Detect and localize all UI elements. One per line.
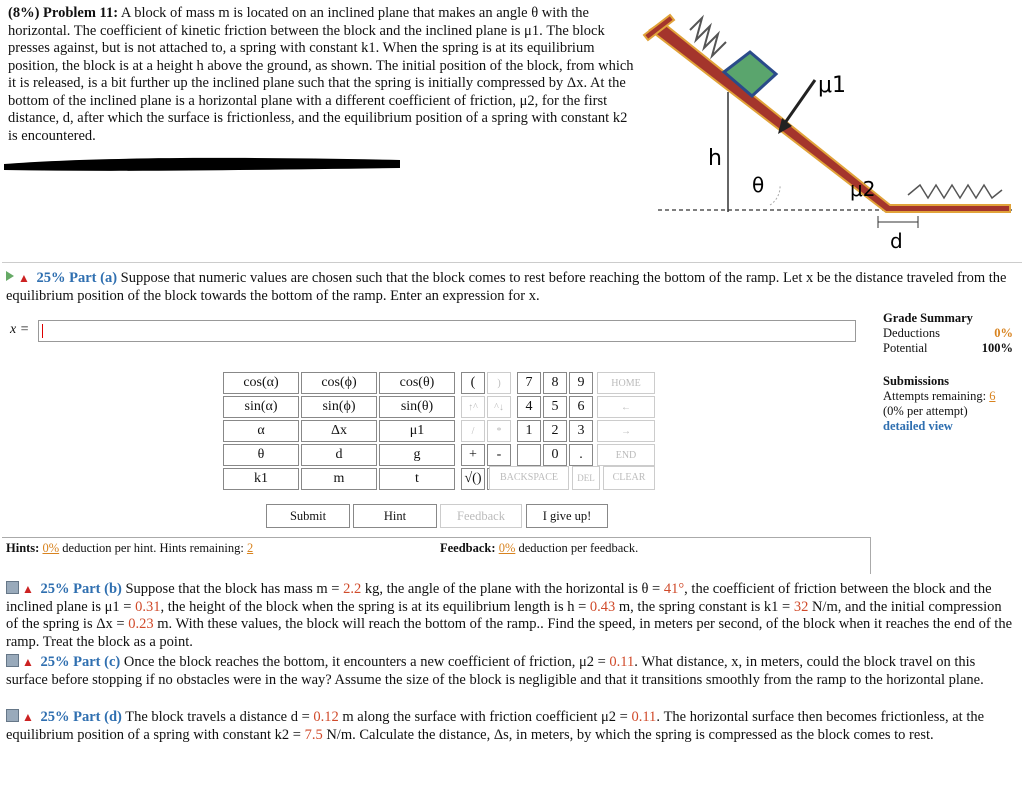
operator-key[interactable]: -	[487, 444, 511, 466]
operator-key[interactable]: )	[487, 372, 511, 394]
d-label: d	[890, 229, 903, 253]
part-d-pct: 25%	[40, 709, 70, 725]
potential-value: 100%	[981, 341, 1013, 355]
part-b-t7: m. With these values, the block will reach the bottom of the ramp.. Find the speed, in meters per second, of the block when it reaches the end of the ramp. Treat the block as a point.	[6, 616, 1013, 650]
part-b-pct: 25%	[40, 581, 70, 597]
part-b-t2: kg, the angle of the plane with the horizontal is θ =	[364, 581, 661, 597]
digit-key[interactable]: .	[569, 444, 593, 466]
function-key[interactable]: sin(θ)	[379, 396, 455, 418]
function-keypad	[221, 370, 457, 492]
part-b-t1: Suppose that the block has mass m =	[125, 581, 340, 597]
feedback-line	[440, 541, 638, 556]
part-b-t6: N/m, and the initial compression of the spring is Δx =	[6, 598, 1002, 632]
digit-key[interactable]: 6	[569, 396, 593, 418]
nav-key[interactable]: END	[597, 444, 655, 466]
expand-icon[interactable]	[6, 271, 14, 281]
digit-keypad	[515, 370, 595, 468]
part-b-t4: , the height of the block when the spring is at its equilibrium length is h =	[160, 598, 587, 615]
submissions-title: Submissions	[883, 374, 950, 388]
part-a-pct: 25%	[36, 270, 66, 286]
operator-key[interactable]: /	[461, 420, 485, 442]
hint-button[interactable]: Hint	[353, 504, 437, 528]
function-key[interactable]: Δx	[301, 420, 377, 442]
submit-button[interactable]: Submit	[266, 504, 350, 528]
digit-key[interactable]: 3	[569, 420, 593, 442]
collapsed-icon[interactable]	[6, 581, 19, 594]
function-key[interactable]: sin(ϕ)	[301, 396, 377, 418]
attempts-value: 6	[989, 389, 996, 403]
part-c-pct: 25%	[40, 654, 70, 670]
feedback-button[interactable]: Feedback	[440, 504, 522, 528]
h-label: h	[708, 146, 722, 171]
operator-key[interactable]: +	[461, 444, 485, 466]
function-key[interactable]: g	[379, 444, 455, 466]
function-key[interactable]: cos(θ)	[379, 372, 455, 394]
function-key[interactable]: α	[223, 420, 299, 442]
value-m: 2.2	[343, 581, 362, 597]
value-theta: 41°	[663, 581, 685, 597]
part-b-t3: , the coefficient of friction between the block and the inclined plane is μ1 =	[6, 581, 992, 615]
function-key[interactable]: cos(α)	[223, 372, 299, 394]
answer-input[interactable]	[38, 320, 856, 342]
hints-label: Hints:	[6, 541, 40, 555]
part-a-text: Suppose that numeric values are chosen such that the block comes to rest before reaching the bottom of the ramp. Let x be the distance traveled from the equilibrium position of the block towards the bottom of the ramp. Enter an expression for x.	[6, 270, 1007, 304]
value-k2: 7.5	[304, 726, 323, 743]
value-dx: 0.23	[128, 616, 154, 632]
operator-key[interactable]: ↑^	[461, 396, 485, 418]
part-b-label: Part (b)	[73, 581, 122, 597]
potential-label: Potential	[883, 341, 928, 355]
function-key[interactable]: μ1	[379, 420, 455, 442]
operator-key[interactable]: ^↓	[487, 396, 511, 418]
function-key[interactable]: d	[301, 444, 377, 466]
nav-key[interactable]: HOME	[597, 372, 655, 394]
value-mu2-d: 0.11	[631, 709, 657, 725]
warning-icon: ▲	[18, 271, 30, 285]
deductions-value: 0%	[994, 326, 1013, 340]
warning-icon: ▲	[22, 710, 34, 724]
grade-title: Grade Summary	[883, 311, 973, 325]
mu2-label: μ2	[850, 177, 876, 201]
part-c-t2: . What distance, x, in meters, could the block travel on this surface before stopping if no obstacles were in the way? Assume the size of the block is negligible and that it transitions smoothly from the ramp to the horizontal plane.	[6, 654, 984, 688]
nav-keypad	[595, 370, 657, 468]
part-d	[6, 709, 1016, 744]
hints-remaining: 2	[246, 541, 254, 555]
feedback-text: deduction per feedback.	[518, 541, 639, 555]
part-b	[6, 581, 1016, 651]
value-h: 0.43	[589, 598, 616, 615]
edit-keys	[489, 466, 655, 490]
function-key[interactable]: k1	[223, 468, 299, 490]
function-key[interactable]: sin(α)	[223, 396, 299, 418]
digit-key[interactable]: 8	[543, 372, 567, 394]
clear-key[interactable]: CLEAR	[603, 466, 655, 490]
operator-key[interactable]: (	[461, 372, 485, 394]
part-a	[6, 270, 1016, 305]
digit-key[interactable]: 1	[517, 420, 541, 442]
collapsed-icon[interactable]	[6, 654, 19, 667]
digit-key[interactable]: 5	[543, 396, 567, 418]
part-b-t5: m, the spring constant is k1 =	[618, 598, 791, 615]
digit-key[interactable]: 2	[543, 420, 567, 442]
value-mu2: 0.11	[609, 654, 635, 670]
value-mu1: 0.31	[135, 598, 161, 615]
hints-pct: 0%	[42, 541, 60, 555]
part-d-t3: . The horizontal surface then becomes frictionless, at the equilibrium position of a spring with constant k2 =	[6, 709, 985, 743]
answer-label: x =	[10, 322, 30, 337]
divider	[2, 262, 1022, 263]
hints-line	[6, 541, 253, 556]
attempts-label: Attempts remaining:	[883, 389, 987, 403]
del-key[interactable]: DEL	[572, 466, 600, 490]
problem-text: A block of mass m is located on an inclined plane that makes an angle θ with the horizontal. The coefficient of kinetic friction between the block and the inclined plane is μ1. The block presses against, but is not attached to, a spring with constant k1. When the spring is at its equilibrium position, the block is at a height h above the ground, as shown. The initial position of the block, from which it is released, is a bit further up the inclined plane such that the spring is initially compressed by Δx. At the bottom of the inclined plane is a horizontal plane with a different coefficient of friction, μ2, for the first distance, d, after which the surface is frictionless, and the equilibrium position of a spring with constant k2 is encountered.	[8, 5, 634, 144]
detailed-view-link[interactable]: detailed view	[883, 419, 953, 433]
value-d: 0.12	[313, 709, 339, 725]
function-key[interactable]: m	[301, 468, 377, 490]
redaction-scribble	[2, 150, 402, 174]
digit-key	[517, 444, 541, 466]
problem-statement	[8, 5, 640, 145]
digit-key[interactable]: 9	[569, 372, 593, 394]
mu1-label: μ1	[818, 73, 846, 98]
part-a-label: Part (a)	[69, 270, 118, 286]
feedback-pct: 0%	[498, 541, 516, 555]
grade-summary	[883, 311, 1013, 434]
part-d-t1: The block travels a distance d =	[125, 709, 310, 725]
warning-icon: ▲	[22, 582, 34, 596]
feedback-label: Feedback:	[440, 541, 496, 555]
nav-key[interactable]: →	[597, 420, 655, 442]
hints-text: deduction per hint. Hints remaining:	[62, 541, 244, 555]
part-c-t1: Once the block reaches the bottom, it encounters a new coefficient of friction, μ2 =	[123, 654, 606, 670]
warning-icon: ▲	[22, 655, 34, 669]
theta-label: θ	[752, 173, 765, 197]
digit-key[interactable]: 0	[543, 444, 567, 466]
deductions-label: Deductions	[883, 326, 940, 340]
function-key[interactable]: cos(ϕ)	[301, 372, 377, 394]
part-c	[6, 654, 1016, 689]
part-d-t2: m along the surface with friction coefficient μ2 =	[342, 709, 628, 725]
per-attempt: (0% per attempt)	[883, 404, 968, 418]
nav-key[interactable]: ←	[597, 396, 655, 418]
digit-key[interactable]: 7	[517, 372, 541, 394]
function-key[interactable]: θ	[223, 444, 299, 466]
operator-key[interactable]: *	[487, 420, 511, 442]
collapsed-icon[interactable]	[6, 709, 19, 722]
part-d-t4: N/m. Calculate the distance, Δs, in meters, by which the spring is compressed as the block comes to rest.	[326, 726, 934, 743]
backspace-key[interactable]: BACKSPACE	[489, 466, 569, 490]
incline-diagram	[640, 0, 1024, 255]
give-up-button[interactable]: I give up!	[526, 504, 608, 528]
value-k1: 32	[793, 598, 809, 615]
digit-key[interactable]: 4	[517, 396, 541, 418]
operator-key[interactable]: √()	[461, 468, 485, 490]
part-c-label: Part (c)	[73, 654, 121, 670]
problem-header: (8%) Problem 11:	[8, 5, 119, 21]
function-key[interactable]: t	[379, 468, 455, 490]
part-d-label: Part (d)	[73, 709, 122, 725]
